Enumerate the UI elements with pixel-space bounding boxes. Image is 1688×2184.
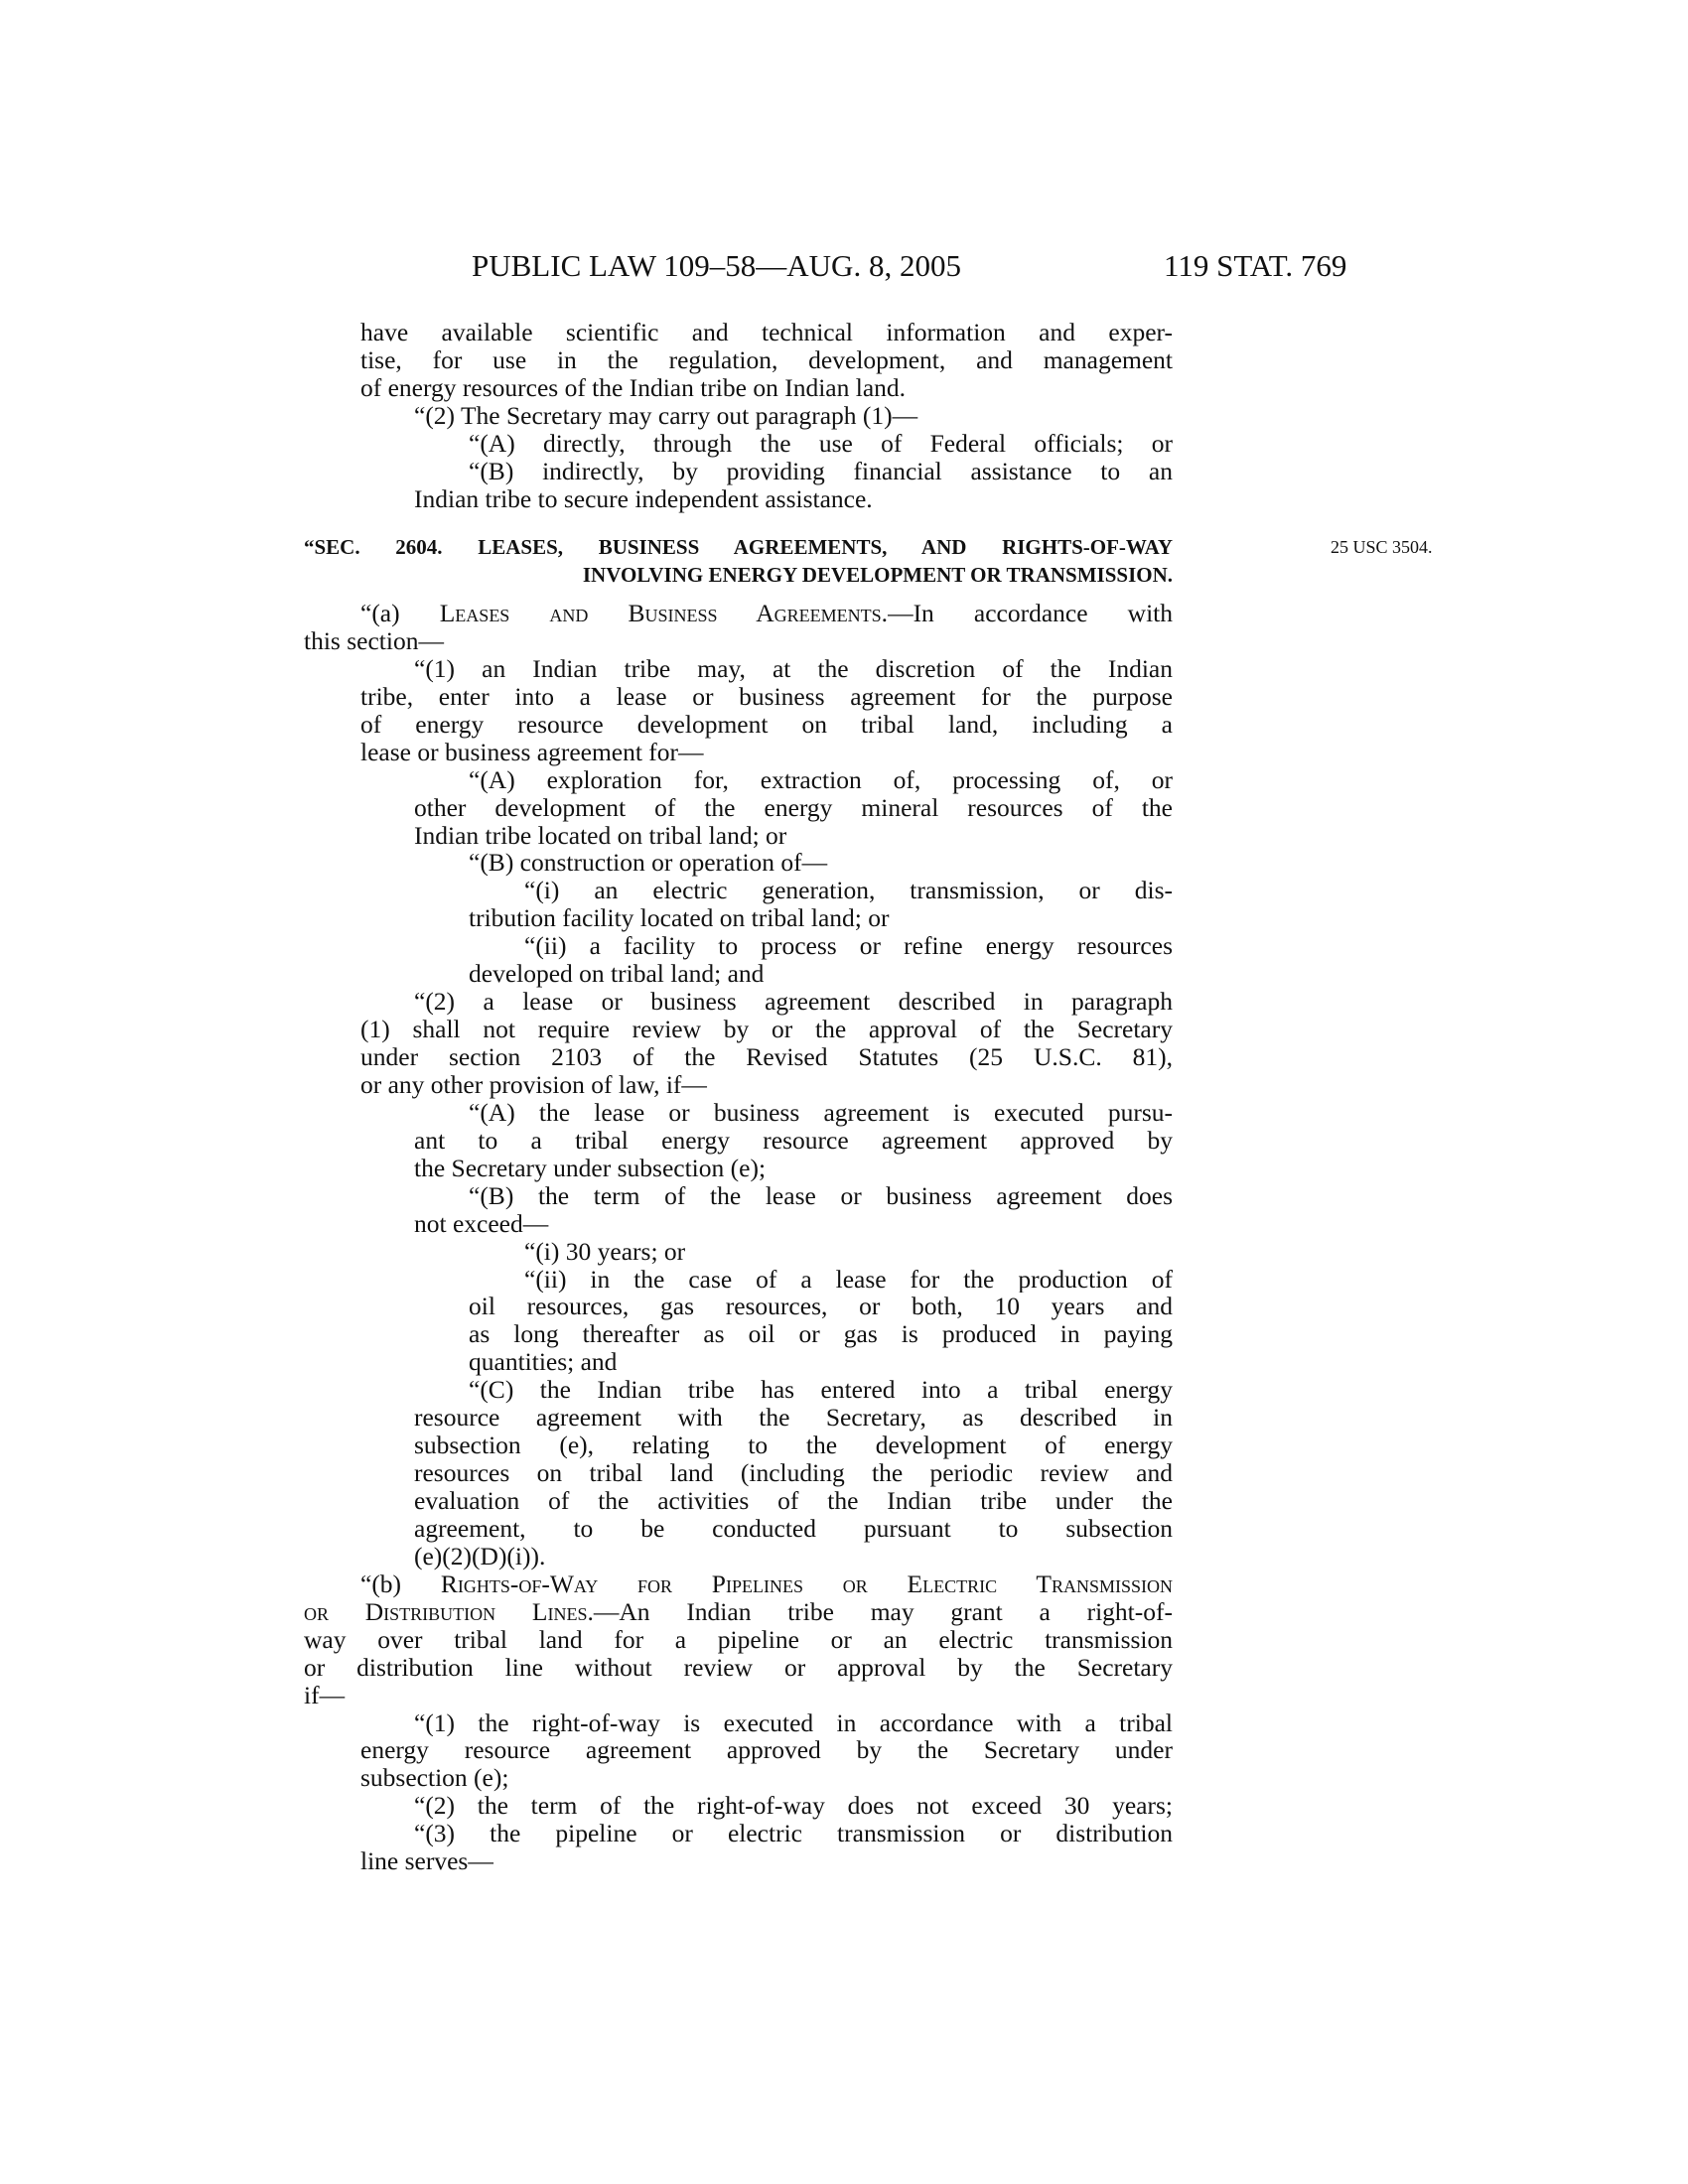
text-line: subsection (e); — [360, 1763, 509, 1793]
text-line: “(2) The Secretary may carry out paragraph (1)— — [414, 400, 918, 430]
text-line: tribe, enter into a lease or business agreement for the purpose — [360, 682, 1173, 711]
text-line: way over tribal land for a pipeline or an electric transmission — [304, 1625, 1173, 1654]
subsection-b-heading-cont: or Distribution Lines.—An Indian tribe may grant a right-of- — [304, 1597, 1173, 1626]
text-line: “(B) indirectly, by providing financial assistance to an — [469, 457, 1173, 485]
text-line: line serves— — [360, 1846, 493, 1876]
text-line: “(A) the lease or business agreement is executed pursu- — [469, 1098, 1173, 1127]
text-line: developed on tribal land; and — [469, 959, 765, 989]
text-line: “(3) the pipeline or electric transmission or distribution — [414, 1820, 1173, 1848]
running-header-title: PUBLIC LAW 109–58—AUG. 8, 2005 — [472, 248, 961, 283]
section-heading — [304, 534, 1173, 590]
text-line: resources on tribal land (including the periodic review and — [414, 1459, 1173, 1487]
text-line: or distribution line without review or approval by the Secretary — [304, 1653, 1173, 1682]
text-line: Indian tribe to secure independent assistance. — [414, 483, 873, 513]
text-line: quantities; and — [469, 1347, 618, 1377]
text-line: “(B) construction or operation of— — [469, 848, 828, 878]
text-line: Indian tribe located on tribal land; or — [414, 820, 787, 850]
text-line: have available scientific and technical information and exper- — [360, 319, 1173, 346]
text-line: “(i) an electric generation, transmission, or dis- — [524, 877, 1173, 905]
continued-text — [304, 319, 1173, 513]
text-line: tise, for use in the regulation, development, and management — [360, 345, 1173, 374]
text-line: as long thereafter as oil or gas is produced in paying — [469, 1320, 1173, 1349]
text-line: under section 2103 of the Revised Statutes (25 U.S.C. 81), — [360, 1043, 1173, 1071]
text-line: this section— — [304, 625, 444, 655]
text-line: not exceed— — [414, 1208, 549, 1238]
text-line: “(1) the right-of-way is executed in accordance with a tribal — [414, 1708, 1173, 1737]
text-line: other development of the energy mineral resources of the — [414, 793, 1173, 822]
text-line: “(A) directly, through the use of Federal officials; or — [469, 429, 1173, 458]
margin-note: 25 USC 3504. — [1331, 537, 1433, 557]
text-line: subsection (e), relating to the development of energy — [414, 1432, 1173, 1460]
text-line: resource agreement with the Secretary, as described in — [414, 1404, 1173, 1433]
text-line: or any other provision of law, if— — [360, 1069, 707, 1099]
text-line: if— — [304, 1680, 346, 1709]
text-line: “(B) the term of the lease or business agreement does — [469, 1181, 1173, 1210]
subsection-b-heading: “(b) Rights-of-Way for Pipelines or Electric Transmission — [360, 1570, 1173, 1598]
text-line: “(C) the Indian tribe has entered into a tribal energy — [469, 1376, 1173, 1405]
section-heading-line: INVOLVING ENERGY DEVELOPMENT OR TRANSMISSION. — [582, 562, 1173, 587]
text-line: of energy resources of the Indian tribe on Indian land. — [360, 372, 907, 402]
text-line: “(ii) a facility to process or refine energy resources — [524, 932, 1173, 961]
text-line: oil resources, gas resources, or both, 10 years and — [469, 1293, 1173, 1321]
subsection-a-heading: “(a) Leases and Business Agreements.—In accordance with — [360, 600, 1173, 627]
text-line: ant to a tribal energy resource agreement approved by — [414, 1126, 1173, 1155]
text-line: (1) shall not require review by or the approval of the Secretary — [360, 1016, 1173, 1043]
text-line: “(2) a lease or business agreement described in paragraph — [414, 988, 1173, 1017]
text-line: (e)(2)(D)(i)). — [414, 1541, 546, 1570]
text-line: “(1) an Indian tribe may, at the discretion of the Indian — [414, 654, 1173, 683]
text-line: “(A) exploration for, extraction of, processing of, or — [469, 765, 1173, 794]
text-line: lease or business agreement for— — [360, 737, 704, 766]
text-line: agreement, to be conducted pursuant to subsection — [414, 1514, 1173, 1543]
section-body — [304, 600, 1173, 1875]
section-heading-line: “SEC. 2604. LEASES, BUSINESS AGREEMENTS, AND RIGHTS-OF-WAY — [304, 535, 1173, 559]
page-number: 119 STAT. 769 — [1164, 248, 1347, 283]
text-line: tribution facility located on tribal land; or — [469, 903, 890, 933]
text-line: energy resource agreement approved by the Secretary under — [360, 1736, 1173, 1765]
text-line: evaluation of the activities of the Indian tribe under the — [414, 1487, 1173, 1515]
text-line: “(i) 30 years; or — [524, 1236, 686, 1266]
text-line: “(2) the term of the right-of-way does not exceed 30 years; — [414, 1792, 1173, 1821]
text-line: the Secretary under subsection (e); — [414, 1153, 767, 1182]
text-line: “(ii) in the case of a lease for the production of — [524, 1265, 1173, 1294]
text-line: of energy resource development on tribal land, including a — [360, 710, 1173, 739]
